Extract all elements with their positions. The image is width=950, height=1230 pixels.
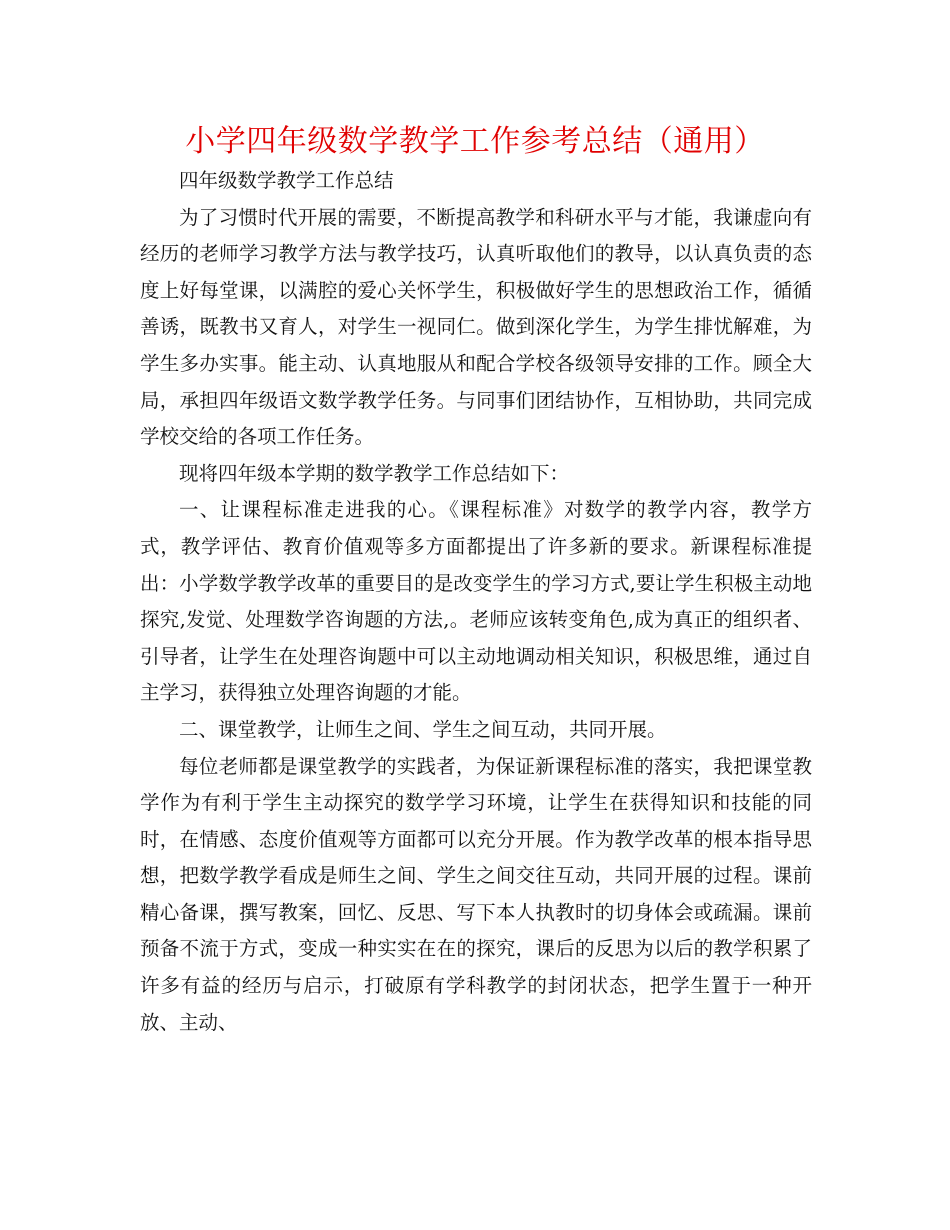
document-title: 小学四年级数学教学工作参考总结（通用） <box>185 124 765 159</box>
body-paragraph: 为了习惯时代开展的需要，不断提高教学和科研水平与才能，我谦虚向有经历的老师学习教学方法与教学技巧，认真听取他们的教导，以认真负责的态度上好每堂课，以满腔的爱心关怀学生，积极做好学生的思想政治工作，循循善诱，既教书又育人，对学生一视同仁。做到深化学生，为学生排忧解难，为学生多办实事。能主动、认真地服从和配合学校各级领导安排的工作。顾全大局，承担四年级语文数学教学任务。与同事们团结协作，互相协助，共同完成学校交给的各项工作任务。 <box>140 205 812 449</box>
body-paragraph: 现将四年级本学期的数学教学工作总结如下： <box>179 461 570 485</box>
subtitle-paragraph: 四年级数学教学工作总结 <box>179 169 394 192</box>
document-body <box>140 163 812 1041</box>
body-paragraph: 每位老师都是课堂教学的实践者，为保证新课程标准的落实，我把课堂教学作为有利于学生主动探究的数学学习环境，让学生在获得知识和技能的同时，在情感、态度价值观等方面都可以充分开展。作为教学改革的根本指导思想，把数学教学看成是师生之间、学生之间交往互动，共同开展的过程。课前精心备课，撰写教案，回忆、反思、写下本人执教时的切身体会或疏漏。课前预备不流于方式，变成一种实实在在的探究，课后的反思为以后的教学积累了许多有益的经历与启示，打破原有学科教学的封闭状态，把学生置于一种开放、主动、 <box>140 754 812 1034</box>
body-paragraph: 二、课堂教学，让师生之间、学生之间互动，共同开展。 <box>179 717 667 741</box>
body-paragraph: 一、让课程标准走进我的心。《课程标准》对数学的教学内容，教学方式，教学评估、教育价值观等多方面都提出了许多新的要求。新课程标准提出：小学数学教学改革的重要目的是改变学生的学习方式,要让学生积极主动地探究,发觉、处理数学咨询题的方法,。老师应该转变角色,成为真正的组织者、引导者，让学生在处理咨询题中可以主动地调动相关知识，积极思维，通过自主学习，获得独立处理咨询题的才能。 <box>140 498 812 705</box>
